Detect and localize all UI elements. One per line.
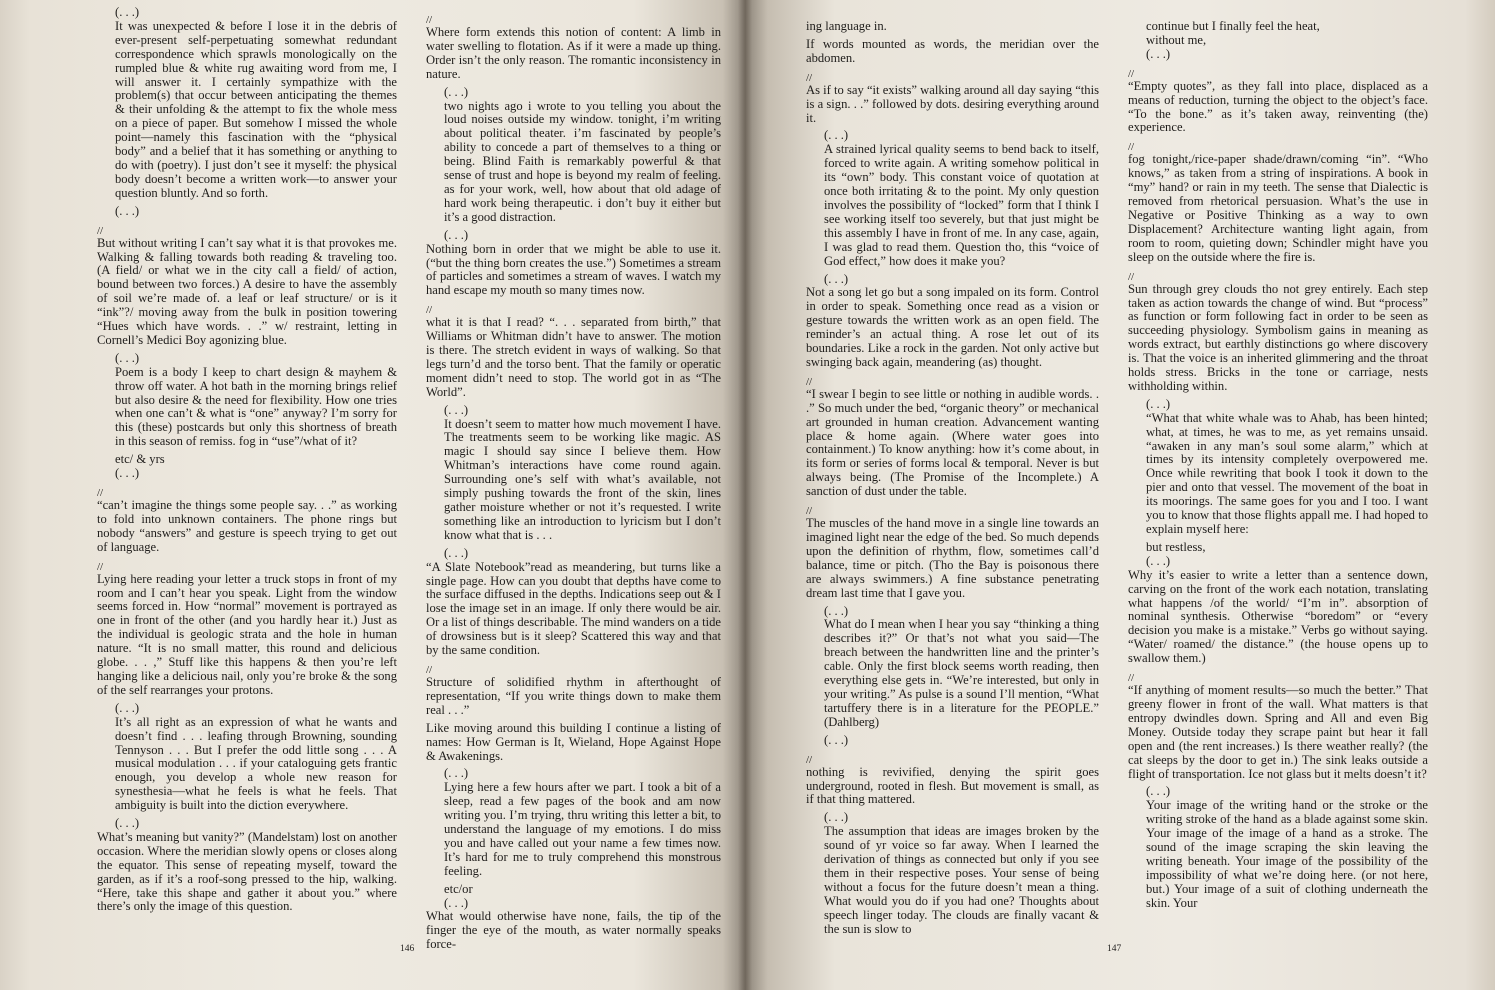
section-divider: //: [426, 663, 433, 676]
text-paragraph: It doesn’t seem to matter how much movement I have. The treatments seem to be working like magic. AS magic I should say since I believe them. How Whitman’s interactions have come round again. Surrounding one’s self with what’s available, not simply pushing towards the front of the skin, lines gather moisture whether or not it’s requested. I write something like an introduction to lyricism but I don’t know what that is . . .: [444, 416, 721, 542]
text-paragraph: A strained lyrical quality seems to bend back to itself, forced to write again. A writing somehow political in its “own” body. This constant voice of quotation at once both irritating & to the point. My only question involves the possibility of “locked” form that I think I see working itself too severely, but that just might be this assembly I have in front of me. In any case, again, I was glad to read them. Question tho, this “voice of God effect,” how does it make you?: [824, 142, 1099, 268]
ellipsis-marker: (. . .): [824, 128, 849, 143]
ellipsis-marker: (. . .): [444, 545, 469, 560]
section-divider: //: [1128, 270, 1135, 283]
text-paragraph: fog tonight,/rice-paper shade/drawn/coming “in”. “Who knows,” as taken from a string of inspirations. A book in “my” hand? or rain in my teeth. The sense that Dialectic is removed from rhetorical persuasion. What’s the use in Negative or Positive Thinking as a way to own Displacement? Architecture wanting light again, from room to room, quieting down; Schindler might have you sleep on the outside where the fire is.: [1128, 152, 1428, 264]
right-page-column-2: [1128, 20, 1428, 915]
section-divider: //: [97, 224, 104, 237]
text-paragraph: nothing is revivified, denying the spirit goes underground, rooted in flesh. But movement is small, as if that thing mattered.: [806, 764, 1099, 807]
text-paragraph: Like moving around this building I continue a listing of names: How German is It, Wieland, Hope Against Hope & Awakenings.: [426, 720, 721, 763]
text-paragraph: Lying here reading your letter a truck stops in front of my room and I can’t hear you speak. Light from the window seems forced in. How “normal” movement is portrayed as one in front of the other (and you hardly hear it.) Just as the individual is geologic strata and the hole in human nature. “It is no small matter, this round and delicious globe. . . ,” Stuff like this happens & then you’re left hanging like a delicious nail, only you’re broke & the song of the self rearranges your protons.: [97, 571, 397, 697]
text-paragraph: “If anything of moment results—so much the better.” That greeny flower in front of the wall. What matters is that entropy dwindles down. Spring and All and even Big Money. Outside today they scrape paint but hear it fall open and (the rent increases.) Is there weather really? (the cat sleeps by the door to get in.) The sink leaks outside a flight of transportation. Ice not glass but it melts doesn’t it?: [1128, 683, 1428, 781]
section-divider: //: [97, 487, 104, 499]
text-paragraph: “What that white whale was to Ahab, has been hinted; what, at times, he was to me, as yet remains unsaid. “awaken in any man’s soul some alarm,” which at times by its intensity completely overpowered me. Once while rewriting that book I took it down to the pier and onto that vessel. The movement of the boat in its moorings. The same goes for you and I too. I want you to know that those flights appall me. I had hoped to explain myself here:: [1146, 410, 1428, 536]
text-paragraph: two nights ago i wrote to you telling you about the loud noises outside my window. tonight, i’m writing about political theater. i’m fascinated by people’s ability to concede a part of themselves to a thing or being. Blind Faith is remarkably powerful & that sense of trust and hope is beyond my realm of feeling. as for your work, well, how about that old adage of hard work being therapeutic. i don’t buy it either but it’s a good distraction.: [444, 98, 721, 224]
text-paragraph: continue but I finally feel the heat,: [1146, 19, 1320, 33]
text-paragraph: without me,: [1146, 32, 1207, 47]
text-paragraph: but restless,: [1146, 539, 1206, 554]
text-paragraph: etc/ & yrs: [115, 452, 165, 467]
right-page: [745, 0, 1495, 990]
ellipsis-marker: (. . .): [115, 203, 140, 218]
text-paragraph: Structure of solidified rhythm in afterthought of representation, “If you write things down to make them real . . .”: [426, 674, 721, 717]
text-paragraph: The muscles of the hand move in a single line towards an imagined light near the edge of the bed. So much depends upon the definition of rhythm, flow, sometimes call’d balance, time or pitch. (Tho the Bay is poisonous there are always swimmers.) A fine substance penetrating dream last time that I gave you.: [806, 516, 1099, 600]
text-paragraph: Why it’s easier to write a letter than a sentence down, carving on the front of the work each notation, translating what happens /of the world/ “I’m in”. absorption of nominal synthesis. Otherwise “boredom” or “every decision you make is a mistake.” Verbs go without saying. “Water/ roamed/ the distance.” (the house opens up to swallow them.): [1128, 567, 1428, 666]
text-paragraph: Sun through grey clouds tho not grey entirely. Each step taken as action towards the change of wind. But “process” as function or form following fact in order to be seen as succeeding physiology. Symbolism gains in meaning as words extract, but earthly distinctions go where discovery is. That the voice is an inherited glimmering and the throat holds stress. Bricks in the tone or carriage, nests withholding within.: [1128, 281, 1428, 393]
ellipsis-marker: (. . .): [824, 603, 849, 618]
page-number: 147: [1107, 944, 1122, 954]
ellipsis-marker: (. . .): [444, 895, 469, 910]
text-paragraph: It was unexpected & before I lose it in the debris of ever-present self-perpetuating somewhat redundant correspondence which sprawls monologically on the rumpled blue & white rug awaiting word from me, I will answer it. I certainly sympathize with the problem(s) that occur between anticipating the themes & their unfolding & the attempt to fix the whole mess on a piece of paper. But somehow I missed the whole point—namely this fascination with the “physical body” and a belief that it has something or anything to do with (poetry). I just don’t see it myself: the physical body doesn’t become a written work—to answer your question bluntly. And so forth.: [115, 18, 397, 200]
ellipsis-marker: (. . .): [824, 732, 849, 747]
section-divider: //: [1128, 672, 1135, 685]
section-divider: //: [806, 71, 813, 84]
text-paragraph: Lying here a few hours after we part. I took a bit of a sleep, read a few pages of the book and am now writing you. I’m trying, thru writing this letter a bit, to understand the language of my emotions. I do miss you and have called out your name a few times now. It’s hard for me to truly comprehend this monstrous feeling.: [444, 780, 721, 878]
text-paragraph: The assumption that ideas are images broken by the sound of yr voice so far away. When I learned the derivation of things as connected but only if you see them in their respective poses. Your sense of being without a focus for the future doesn’t mean a thing. What would you do if you had one? Thoughts about speech linger today. The clouds are finally vacant & the sun is slow to: [824, 824, 1099, 936]
section-divider: //: [97, 560, 104, 573]
ellipsis-marker: (. . .): [444, 84, 469, 99]
section-divider: //: [1128, 141, 1135, 154]
text-paragraph: Not a song let go but a song impaled on its form. Control in order to speak. Something once read as a vision or gesture towards the written work as an open field. The reminder’s an actual thing. A rose let out of its boundaries. Like a rock in the garden. Not only active but swinging back again, meandering (as) thought.: [806, 285, 1099, 369]
ellipsis-marker: (. . .): [115, 700, 140, 715]
text-paragraph: “can’t imagine the things some people say. . .” as working to fold into unknown containers. The phone rings but nobody “answers” and gesture is speech trying to get out of language.: [97, 498, 397, 554]
book-gutter: [738, 0, 752, 990]
ellipsis-marker: (. . .): [1146, 784, 1171, 799]
text-paragraph: “A Slate Notebook”read as meandering, but turns like a single page. How can you doubt that depths have come to the surface diffused in the depths. Indications seep out & I lose the image set in an image. If only there would be air. Or a list of things describable. The mind wanders on a tide of drowsiness but is it sleep? Scattered this way and that by the same condition.: [426, 559, 721, 658]
text-paragraph: But without writing I can’t say what it is that provokes me. Walking & falling towards both reading & traveling too. (A field/ or what we in the city call a field/ of action, bound between two forces.) A desire to have the assembly of soil we’re made of. a leaf or leaf structure/ or is it “ink”?/ moving away from the bulk in position towering “Hues which have words. . .” w/ restraint, letting in Cornell’s Medici Boy agonizing blue.: [97, 235, 397, 347]
text-paragraph: What’s meaning but vanity?” (Mandelstam) lost on another occasion. Where the meridian slowly opens or closes along the equator. This sense of repeating myself, toward the garden, as if it’s a roof-song pressed to the hip, walking. “Here, take this shape and gather it about you.” where there’s only the image of this question.: [97, 829, 397, 914]
section-divider: //: [426, 14, 433, 26]
text-paragraph: ing language in.: [806, 19, 887, 33]
left-page-column-1: [97, 6, 397, 918]
ellipsis-marker: (. . .): [1146, 46, 1171, 61]
text-paragraph: What do I mean when I hear you say “thinking a thing describes it?” Or that’s not what you said—The breach between the handwritten line and the printer’s cable. Only the first block seems worth reading, then everything else gets in. “We’re interested, but only in your writing.” As pulse is a sound I’ll mention, “What tartuffery there is in a literature for the PEOPLE.” (Dahlberg): [824, 617, 1099, 729]
ellipsis-marker: (. . .): [444, 402, 469, 417]
section-divider: //: [426, 304, 433, 317]
section-divider: //: [1128, 67, 1135, 80]
text-paragraph: “I swear I begin to see little or nothing in audible words. . .” So much under the bed, “organic theory” or mechanical art grounded in human creation. Advancement wanting place & home again. (Where water goes into containment.) To know anything: how it’s come about, in its form or series of forms local & temporal. Never is but always being. (The Promise of the Incomplete.) A sanction of dust under the table.: [806, 386, 1099, 499]
text-paragraph: what it is that I read? “. . . separated from birth,” that Williams or Whitman didn’t have to answer. The motion is there. The stretch evident in ways of walking. So that legs turn’d and the torso bent. That the family or operatic moment didn’t need to stop. The world got in as “The World”.: [426, 315, 721, 399]
text-paragraph: Nothing born in order that we might be able to use it. (“but the thing born creates the use.”) Sometimes a stream of particles and sometimes a stream of waves. I watch my hand escape my mouth so many times now.: [426, 241, 721, 298]
text-paragraph: Your image of the writing hand or the stroke or the writing stroke of the hand as a blade against some skin. Your image of the image of a hand as a stroke. The sound of the image scraping the skin leaving the writing beneath. Your image of the possibility of the impossibility of what we’re doing here. (or not here, but.) Your image of a suit of clothing underneath the skin. Your: [1146, 798, 1428, 910]
text-paragraph: etc/or: [444, 881, 473, 896]
ellipsis-marker: (. . .): [1146, 553, 1171, 568]
ellipsis-marker: (. . .): [824, 810, 849, 825]
text-paragraph: As if to say “it exists” walking around all day saying “this is a sign. . .” followed by dots. desiring everything around it.: [806, 82, 1099, 125]
ellipsis-marker: (. . .): [1146, 396, 1171, 411]
text-paragraph: Poem is a body I keep to chart design & mayhem & throw off water. A hot bath in the morning brings relief but also desire & the need for flexibility. How one tries when one can’t & what is “one” anyway? I’m sorry for this (these) postcards but only this shortness of breath in this season of remiss. fog in “use”/what of it?: [115, 364, 397, 449]
right-page-column-1: [806, 20, 1099, 940]
text-paragraph: It’s all right as an expression of what he wants and doesn’t find . . . leafing through Browning, sounding Tennyson . . . But I prefer the odd little song . . . A musical modulation . . . if your cataloguing gets frantic enough, you develop a whole new reason for synesthesia—what he feels is what he feels. That ambiguity is built into the diction everywhere.: [115, 714, 397, 813]
section-divider: //: [806, 505, 813, 518]
ellipsis-marker: (. . .): [115, 5, 140, 19]
section-divider: //: [806, 753, 813, 766]
ellipsis-marker: (. . .): [444, 227, 469, 242]
left-page: [0, 0, 745, 990]
text-paragraph: “Empty quotes”, as they fall into place, displaced as a means of reduction, turning the object to the object’s face. “To the bone.” as it’s taken away, reinventing (the) experience.: [1128, 78, 1428, 135]
ellipsis-marker: (. . .): [115, 466, 140, 481]
ellipsis-marker: (. . .): [824, 271, 849, 286]
text-paragraph: What would otherwise have none, fails, the tip of the finger the eye of the mouth, as water normally speaks force-: [426, 909, 721, 952]
section-divider: //: [806, 375, 813, 388]
ellipsis-marker: (. . .): [115, 816, 140, 831]
ellipsis-marker: (. . .): [444, 766, 469, 781]
text-paragraph: Where form extends this notion of content: A limb in water swelling to flotation. As if it were a made up thing. Order isn’t the only reason. The romantic inconsistency in nature.: [426, 25, 721, 81]
left-page-column-2: [426, 8, 721, 956]
text-paragraph: If words mounted as words, the meridian over the abdomen.: [806, 36, 1099, 65]
ellipsis-marker: (. . .): [115, 350, 140, 365]
page-number: 146: [400, 944, 415, 954]
